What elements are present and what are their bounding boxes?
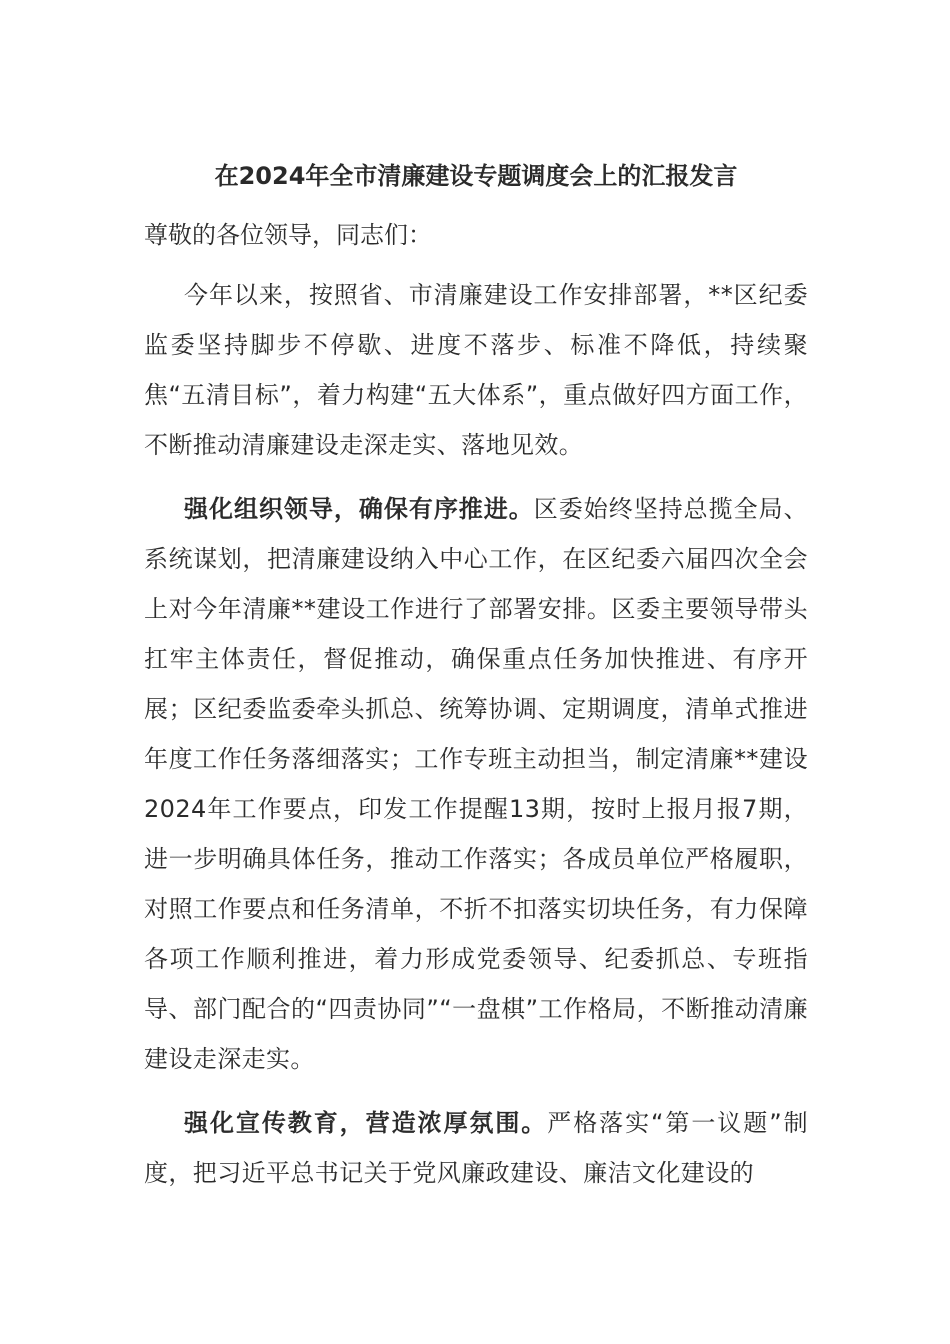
paragraph-intro	[144, 270, 808, 470]
document-page	[144, 152, 808, 1212]
paragraph-lead: 强化组织领导，确保有序推进。	[184, 495, 534, 523]
paragraph-text: 区委始终坚持总揽全局、系统谋划，把清廉建设纳入中心工作，在区纪委六届四次全会上对今年清廉**建设工作进行了部署安排。区委主要领导带头扛牢主体责任，督促推动，确保重点任务加快推进、有序开展；区纪委监委牵头抓总、统筹协调、定期调度，清单式推进年度工作任务落细落实；工作专班主动担当，制定清廉**建设2024年工作要点，印发工作提醒13期，按时上报月报7期，进一步明确具体任务，推动工作落实；各成员单位严格履职，对照工作要点和任务清单，不折不扣落实切块任务，有力保障各项工作顺利推进，着力形成党委领导、纪委抓总、专班指导、部门配合的“四责协同”“一盘棋”工作格局，不断推动清廉建设走深走实。	[144, 495, 808, 1073]
paragraph-text: 今年以来，按照省、市清廉建设工作安排部署，**区纪委监委坚持脚步不停歇、进度不落步、标准不降低，持续聚焦“五清目标”，着力构建“五大体系”，重点做好四方面工作，不断推动清廉建设走深走实、落地见效。	[144, 281, 808, 459]
document-title: 在2024年全市清廉建设专题调度会上的汇报发言	[214, 162, 738, 190]
paragraph-organization	[144, 484, 808, 1084]
paragraph-lead: 强化宣传教育，营造浓厚氛围。	[184, 1109, 548, 1137]
paragraph-text: 严格落实“第一议题”制度，把习近平总书记关于党风廉政建设、廉洁文化建设的	[144, 1109, 808, 1187]
paragraph-publicity	[144, 1098, 808, 1198]
salutation: 尊敬的各位领导，同志们：	[144, 221, 432, 249]
